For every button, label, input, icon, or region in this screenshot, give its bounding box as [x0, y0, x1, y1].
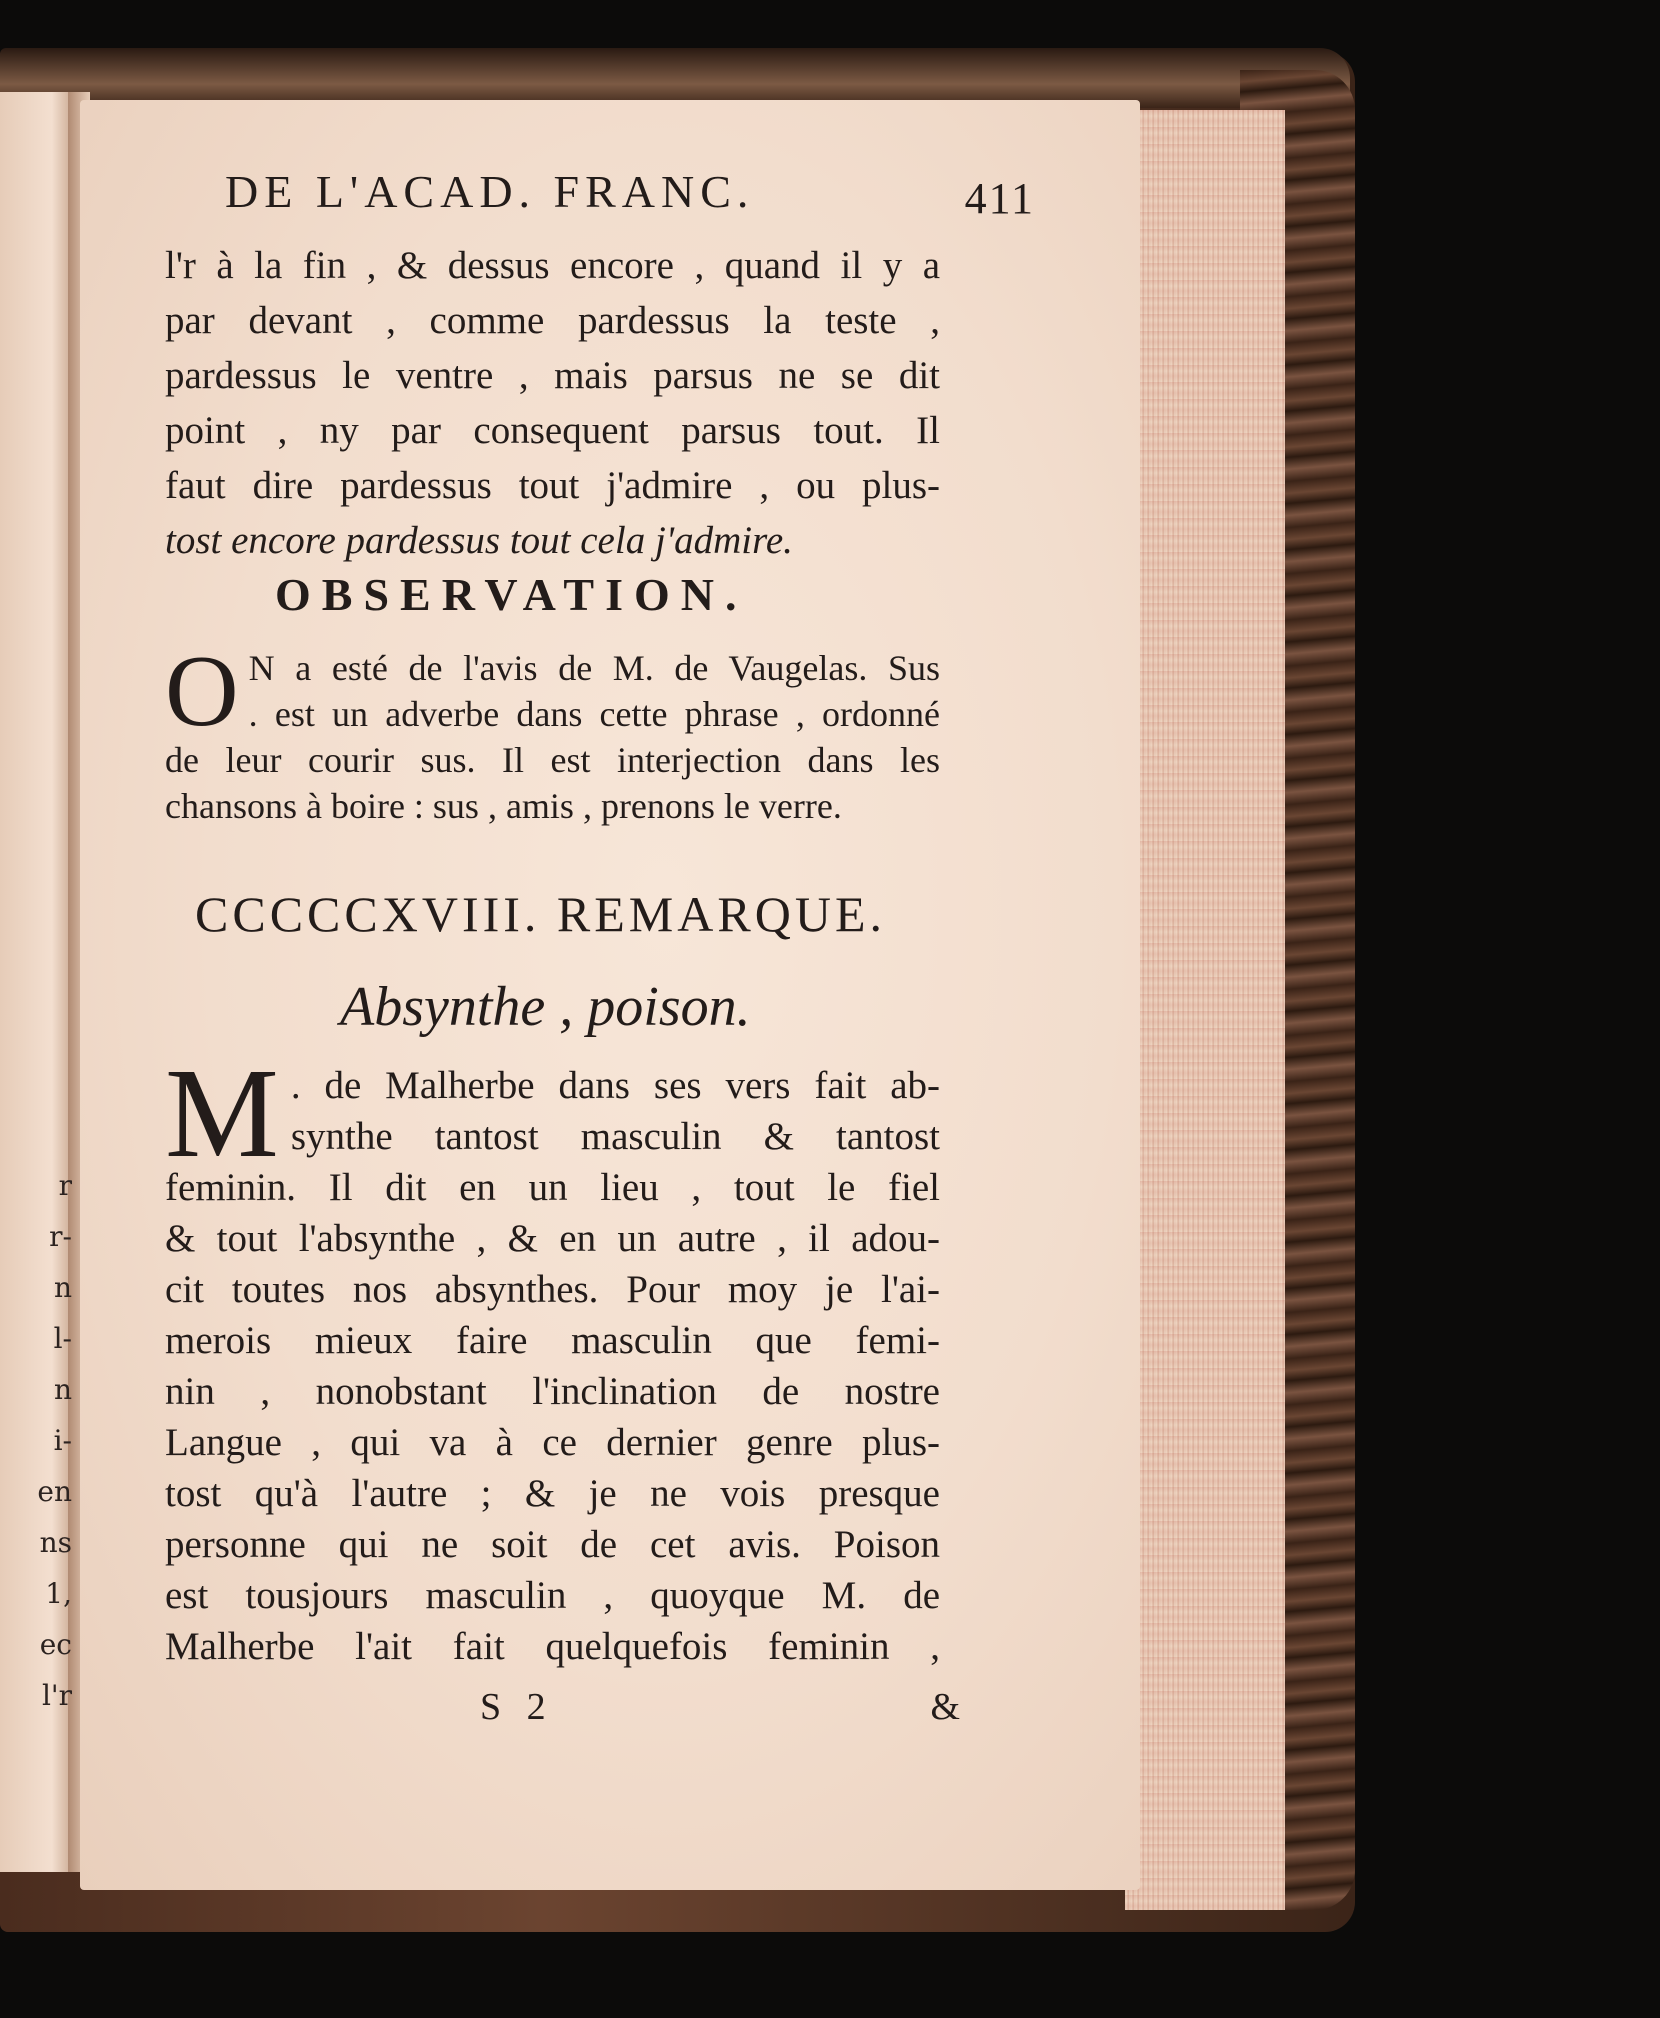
text-line: chansons à boire : sus , amis , prenons le verre.: [165, 786, 842, 826]
left-fragment: ec: [39, 1628, 72, 1661]
text-line: merois mieux faire masculin que femi-: [165, 1319, 940, 1362]
text-line: cit toutes nos absynthes. Pour moy je l'ai-: [165, 1268, 940, 1311]
text-line: nin , nonobstant l'inclination de nostre: [165, 1370, 940, 1413]
left-fragment: i-: [53, 1424, 72, 1457]
text-line: Langue , qui va à ce dernier genre plus-: [165, 1421, 940, 1464]
left-fragment: r-: [49, 1220, 72, 1253]
right-page: [80, 100, 1140, 1890]
left-fragment: en: [37, 1475, 72, 1508]
observation-paragraph: [165, 635, 940, 829]
book-spine-top: [0, 48, 1350, 108]
page-number: 411: [964, 174, 1035, 223]
left-fragment: ns: [39, 1526, 72, 1559]
remarque-paragraph: [165, 1042, 940, 1672]
text-line: feminin. Il dit en un lieu , tout le fiel: [165, 1166, 940, 1209]
text-line: tost qu'à l'autre ; & je ne vois presque: [165, 1472, 940, 1515]
text-line: de leur courir sus. Il est interjection dans les: [165, 740, 940, 780]
text-line: est tousjours masculin , quoyque M. de: [165, 1574, 940, 1617]
running-header: [225, 165, 1035, 223]
text-line: l'r à la fin , & dessus encore , quand il y a: [165, 244, 940, 287]
text-line: synthe tantost masculin & tantost: [290, 1115, 940, 1158]
remarque-subtitle: Absynthe , poison.: [340, 976, 751, 1038]
page-edges: [1125, 110, 1285, 1910]
left-fragment: l-: [53, 1322, 72, 1355]
text-line: faut dire pardessus tout j'admire , ou plus-: [165, 464, 940, 507]
running-title: DE L'ACAD. FRANC.: [225, 166, 755, 217]
text-line: Malherbe l'ait fait quelquefois feminin ,: [165, 1625, 940, 1668]
drop-cap: O: [165, 635, 239, 748]
observation-heading: OBSERVATION.: [275, 569, 748, 620]
left-fragment: n: [53, 1373, 72, 1406]
left-fragment: 1,: [45, 1577, 72, 1610]
text-line: . de Malherbe dans ses vers fait ab-: [290, 1064, 940, 1107]
catchword: &: [930, 1686, 960, 1728]
text-line: . est un adverbe dans cette phrase , ordonné: [248, 694, 940, 734]
text-line: & tout l'absynthe , & en un autre , il adou-: [165, 1217, 940, 1260]
left-page-text: [0, 1160, 72, 1721]
remarque-heading: CCCCCXVIII. REMARQUE.: [195, 886, 886, 942]
left-fragment: r: [58, 1169, 72, 1202]
text-line: par devant , comme pardessus la teste ,: [165, 299, 940, 342]
left-fragment: n: [53, 1271, 72, 1304]
intro-paragraph: [165, 238, 940, 568]
text-line: N a esté de l'avis de M. de Vaugelas. Sus: [248, 648, 940, 688]
text-line: pardessus le ventre , mais parsus ne se dit: [165, 354, 940, 397]
signature-mark: S 2: [480, 1686, 554, 1728]
text-line: personne qui ne soit de cet avis. Poison: [165, 1523, 940, 1566]
left-fragment: l'r: [41, 1679, 72, 1712]
text-line: tost encore pardessus tout cela j'admire.: [165, 519, 793, 562]
drop-cap: M: [165, 1042, 279, 1184]
text-line: point , ny par consequent parsus tout. Il: [165, 409, 940, 452]
